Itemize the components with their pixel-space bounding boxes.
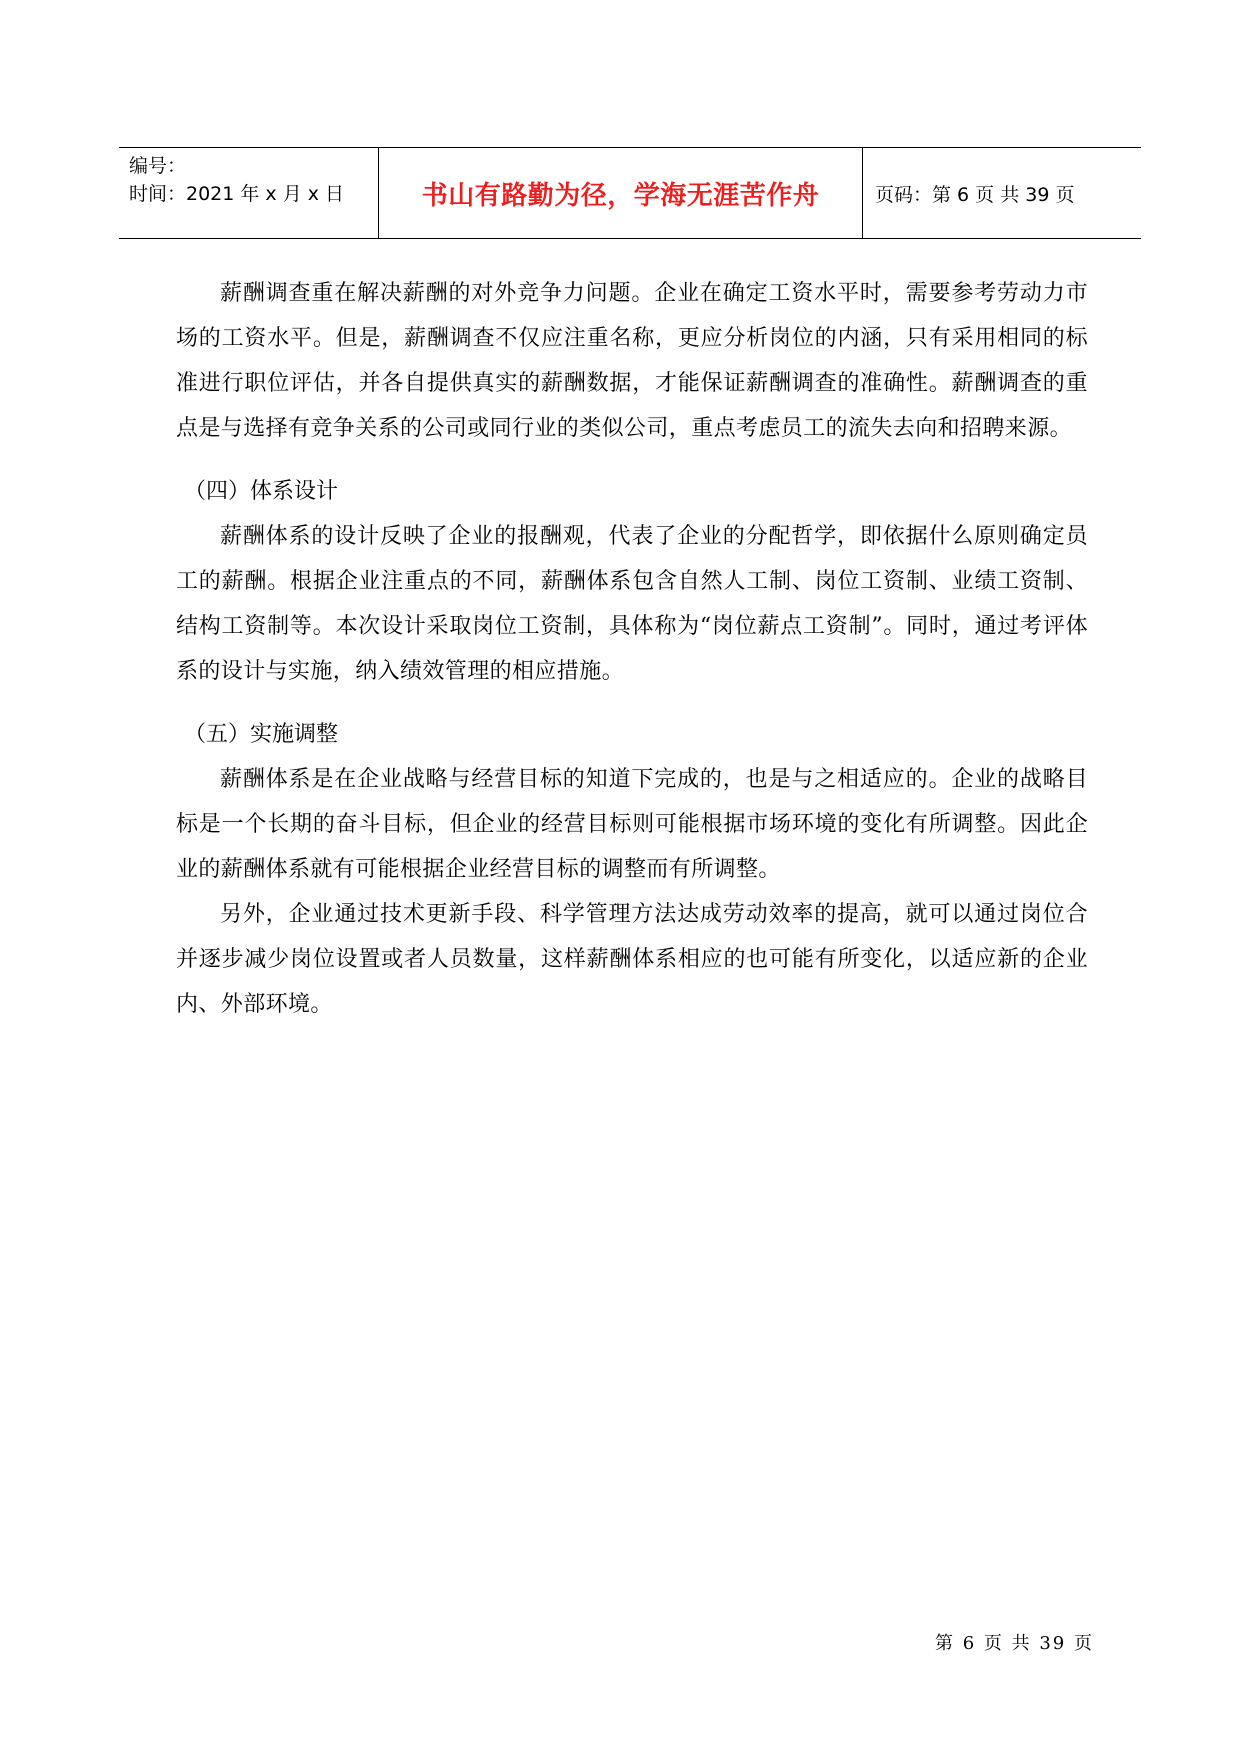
header-meta (119, 148, 379, 238)
paragraph-salary-survey: 薪酬调查重在解决薪酬的对外竞争力问题。企业在确定工资水平时，需要参考劳动力市场的工资水平。但是，薪酬调查不仅应注重名称，更应分析岗位的内涵，只有采用相同的标准进行职位评估，并各自提供真实的薪酬数据，才能保证薪酬调查的准确性。薪酬调查的重点是与选择有竞争关系的公司或同行业的类似公司，重点考虑员工的流失去向和招聘来源。 (176, 281, 1088, 441)
paragraph-adjustment: 另外，企业通过技术更新手段、科学管理方法达成劳动效率的提高，就可以通过岗位合并逐步减少岗位设置或者人员数量，这样薪酬体系相应的也可能有所变化，以适应新的企业内、外部环境。 (176, 902, 1088, 1017)
paragraph-system-design: 薪酬体系的设计反映了企业的报酬观，代表了企业的分配哲学，即依据什么原则确定员工的薪酬。根据企业注重点的不同，薪酬体系包含自然人工制、岗位工资制、业绩工资制、结构工资制等。本次设计采取岗位工资制，具体称为“岗位薪点工资制”。同时，通过考评体系的设计与实施，纳入绩效管理的相应措施。 (176, 524, 1088, 684)
paragraph-implementation: 薪酬体系是在企业战略与经营目标的知道下完成的，也是与之相适应的。企业的战略目标是一个长期的奋斗目标，但企业的经营目标则可能根据市场环境的变化有所调整。因此企业的薪酬体系就有可能根据企业经营目标的调整而有所调整。 (176, 767, 1088, 882)
section-heading-system-design: （四）体系设计 (184, 479, 339, 504)
header-page-info: 页码：第 6 页 共 39 页 (875, 183, 1075, 206)
document-body (176, 271, 1088, 1027)
header-motto: 书山有路勤为径，学海无涯苦作舟 (379, 148, 863, 238)
serial-label: 编号： (129, 155, 187, 177)
date-label: 时间：2021 年 x 月 x 日 (129, 183, 345, 205)
page-header (119, 147, 1141, 239)
page-footer: 第 6 页 共 39 页 (935, 1633, 1094, 1654)
section-heading-implementation: （五）实施调整 (184, 722, 339, 747)
